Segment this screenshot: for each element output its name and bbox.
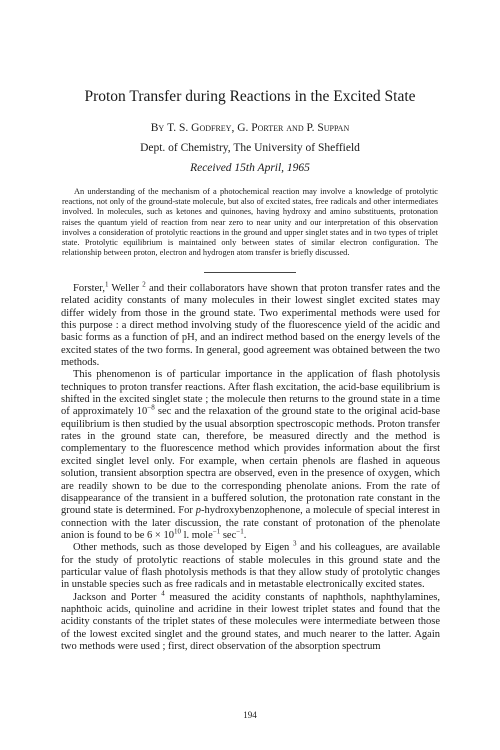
paragraph-3 (61, 539, 440, 591)
text-run: -hydroxybenzophenone, a molecule of special interest in connection with the later discussion, the rate constant of protonation of the phenolate anion is found to be 6 × 10 (61, 505, 441, 541)
article-body (61, 280, 441, 653)
text-run: Forster, (73, 283, 105, 294)
text-run: . (243, 529, 247, 541)
text-run: This phenomenon is of particular importance in the application of flash photolysis techniques to proton transfer reactions. After flash excitation, the acid-base equilibrium is shifted in the excited singlet state ; the molecule then returns to the ground state in a time of approximately 10 (61, 369, 440, 418)
italic-prefix: p (195, 505, 201, 517)
author-names: T. S. Godfrey, G. Porter and P. Suppan (167, 122, 350, 134)
reference-marker: 1 (104, 280, 109, 289)
reference-marker: 3 (292, 539, 297, 548)
section-divider (204, 272, 296, 273)
paragraph-2 (61, 369, 440, 542)
text-run: and their collaborators have shown that proton transfer rates and the related acidity constants of many molecules in their lowest singlet excited states may differ widely from those in the ground state. Two experimental methods were used for this purpose : a direct method involving study of the fluorescence yield of the acidic and basic forms as a function of pH, and an indirect method based on the energy levels of the excited states of the two forms. In general, good agreement was obtained between the two methods. (61, 283, 440, 369)
byline (0, 122, 500, 134)
exponent: −1 (236, 527, 244, 536)
text-run: measured the acidity constants of naphthols, naphthylamines, naphthoic acids, quinoline and acridine in their lowest triplet states and found that the acidity constants of the triplet states of these molecules were intermediate between those of the lowest excited singlet and the ground states, and much nearer to the latter. Again two methods were used ; first, direct observation of the absorption spectrum (61, 591, 440, 652)
byline-by: By (150, 122, 165, 134)
exponent: −8 (147, 403, 155, 412)
article-title: Proton Transfer during Reactions in the Excited State (84, 88, 416, 105)
text-run: l. mole (180, 529, 213, 541)
reference-marker: 2 (142, 280, 146, 289)
abstract: An understanding of the mechanism of a photochemical reaction may involve a knowledge of protolytic reactions, not only of the ground-state molecule, but also of excited states, free radicals and other intermediates involved. In molecules, such as ketones and quinones, having hydroxy and amino substituents, protonation raises the quantum yield of reaction from near zero to near unity and our interpretation of this observation involves a consideration of protolytic reactions in the ground and upper singlet states and in two types of triplet state. Protolytic equilibrium is maintained only between states of similar electron configuration. The relationship between proton, electron and hydrogen atom transfer is briefly discussed. (62, 187, 438, 258)
page-number: 194 (243, 710, 257, 720)
reference-marker: 4 (161, 589, 165, 598)
paragraph-1 (61, 280, 440, 369)
received-date: Received 15th April, 1965 (190, 162, 310, 174)
paragraph-4 (61, 589, 440, 654)
exponent: 10 (173, 527, 181, 536)
text-run: sec (220, 529, 237, 541)
text-run: Jackson and Porter (73, 591, 162, 603)
text-run: and his colleagues, are available for the study of protolytic reactions of stable molecules in this ground state and the particular value of flash photolysis methods is that they allow study of protolytic changes in unstable species such as free radicals and in metastable electronically excited states. (61, 542, 440, 591)
text-run: Weller (108, 283, 143, 294)
text-run: Other methods, such as those developed by Eigen (73, 542, 293, 554)
affiliation: Dept. of Chemistry, The University of Sheffield (140, 142, 360, 154)
text-run: sec and the relaxation of the ground state to the original acid-base equilibrium is then studied by the usual absorption spectroscopic methods. Proton transfer rates in the ground state can, therefore, be measured directly and the method is complementary to the fluorescence method which provides information about the first excited singlet level only. For example, when certain phenols are flashed in aqueous solution, transient absorption spectra are observed, even in the presence of oxygen, which are readily shown to be due to the corresponding phenolate anions. From the rate of disappearance of the transient in a buffered solution, the protonation rate constant in the ground state is determined. For (61, 406, 440, 517)
exponent: −1 (212, 527, 221, 536)
